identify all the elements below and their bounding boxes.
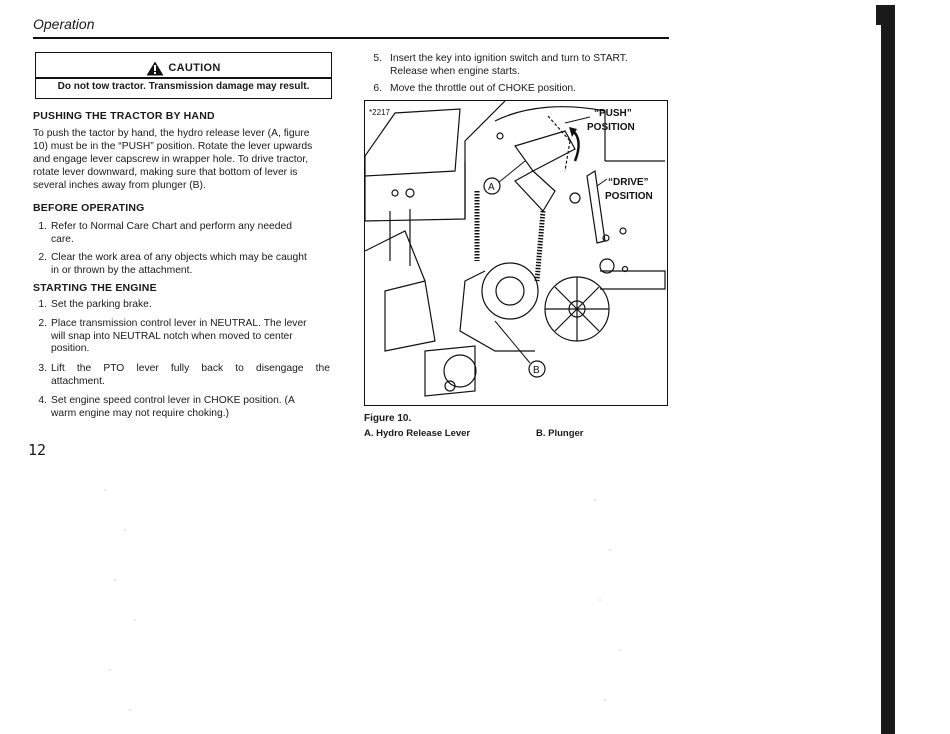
starting-item <box>33 395 333 421</box>
list-line: position. <box>51 343 90 354</box>
list-line: care. <box>51 233 74 245</box>
engine-block <box>460 271 535 351</box>
figure-10-illustration <box>364 100 668 406</box>
right-step-item <box>368 83 668 97</box>
fender-curve <box>495 107 605 161</box>
list-number: 4. <box>38 395 47 406</box>
list-number: 2. <box>38 318 47 329</box>
push-label-line1: “PUSH” <box>594 108 632 119</box>
pushing-line: several inches away from plunger (B). <box>33 180 206 191</box>
before-operating-item <box>33 221 333 247</box>
list-line: Lift the PTO lever fully back to disengage the <box>51 363 330 374</box>
left-linkage <box>365 231 425 281</box>
list-line: warm engine may not require choking.) <box>51 407 229 419</box>
callout-a-label: A <box>488 182 495 193</box>
list-line: Place transmission control lever in NEUTRAL. The lever <box>51 318 307 329</box>
scan-speckle <box>95 470 155 730</box>
list-number: 6. <box>373 83 382 94</box>
chassis-panel <box>365 109 460 176</box>
frame-rail-right <box>600 271 665 289</box>
warning-triangle-icon <box>146 61 164 76</box>
bolt <box>620 228 626 234</box>
caution-text: Do not tow tractor. Transmission damage may result. <box>57 81 310 92</box>
list-number: 5. <box>373 53 382 64</box>
pushing-paragraph <box>33 127 330 192</box>
list-line: Clear the work area of any objects which may be caught <box>51 252 307 263</box>
list-number: 3. <box>38 363 47 374</box>
push-label-line2: POSITION <box>587 122 635 133</box>
page-number: 12 <box>28 441 47 459</box>
list-line: Release when engine starts. <box>390 65 520 77</box>
starting-item <box>33 363 333 389</box>
pushing-line: rotate lever downward, making sure that bottom of lever is <box>33 167 298 178</box>
list-number: 2. <box>38 252 47 263</box>
list-number: 1. <box>38 221 47 232</box>
lever-body <box>515 171 555 211</box>
figure-caption-title: Figure 10. <box>364 413 412 424</box>
hydro-release-diagram <box>365 101 667 405</box>
caution-label-row <box>36 59 331 77</box>
drive-leader-line <box>597 179 607 186</box>
scan-speckle <box>585 470 635 730</box>
figure-caption-a: A. Hydro Release Lever <box>364 428 471 439</box>
list-line: Set the parking brake. <box>51 299 152 310</box>
starting-item <box>33 318 333 358</box>
bolt <box>497 133 503 139</box>
plunger-housing <box>425 346 475 396</box>
caution-box <box>35 52 332 99</box>
alternator-hub <box>496 277 524 305</box>
page-header-title: Operation <box>33 16 95 32</box>
pulley <box>444 355 476 387</box>
bolt <box>603 235 609 241</box>
list-line: attachment. <box>51 375 105 387</box>
list-line: Insert the key into ignition switch and turn to START. <box>390 53 628 64</box>
list-line: in or thrown by the attachment. <box>51 264 193 276</box>
before-operating-item <box>33 252 333 278</box>
list-number: 1. <box>38 299 47 310</box>
starting-item <box>33 299 333 313</box>
spring <box>537 211 543 281</box>
header-rule <box>33 37 669 39</box>
pushing-heading: PUSHING THE TRACTOR BY HAND <box>33 110 215 122</box>
pushing-line: and engage lever capscrew in wrapper hole. To drive tractor, <box>33 154 309 165</box>
left-bracket <box>385 281 435 351</box>
bolt <box>406 189 414 197</box>
starting-engine-heading: STARTING THE ENGINE <box>33 282 157 294</box>
list-line: Refer to Normal Care Chart and perform any needed <box>51 221 292 232</box>
alternator <box>482 263 538 319</box>
binding-edge <box>881 5 895 734</box>
bolt <box>392 190 398 196</box>
drive-label-line1: “DRIVE” <box>608 177 649 188</box>
drive-label-line2: POSITION <box>605 191 653 202</box>
lever-push-ghost <box>548 116 570 171</box>
chassis-lower-panel <box>365 161 465 221</box>
list-line: will snap into NEUTRAL notch when moved to center <box>51 330 293 342</box>
figure-caption-b: B. Plunger <box>536 428 584 439</box>
list-line: Set engine speed control lever in CHOKE position. (A <box>51 395 295 406</box>
callout-a-leader <box>498 161 525 183</box>
callout-b-leader <box>495 321 530 363</box>
callout-b-label: B <box>533 365 540 376</box>
pushing-line: 10) must be in the “PUSH” position. Rotate the lever upwards <box>33 141 313 152</box>
caution-label: CAUTION <box>168 62 221 74</box>
before-operating-heading: BEFORE OPERATING <box>33 202 145 214</box>
caution-divider <box>36 77 331 79</box>
pushing-line: To push the tactor by hand, the hydro release lever (A, figure <box>33 128 310 139</box>
bolt <box>570 193 580 203</box>
right-step-item <box>368 53 668 79</box>
list-line: Move the throttle out of CHOKE position. <box>390 83 577 94</box>
figure-reference-number: *2217 <box>369 108 390 117</box>
